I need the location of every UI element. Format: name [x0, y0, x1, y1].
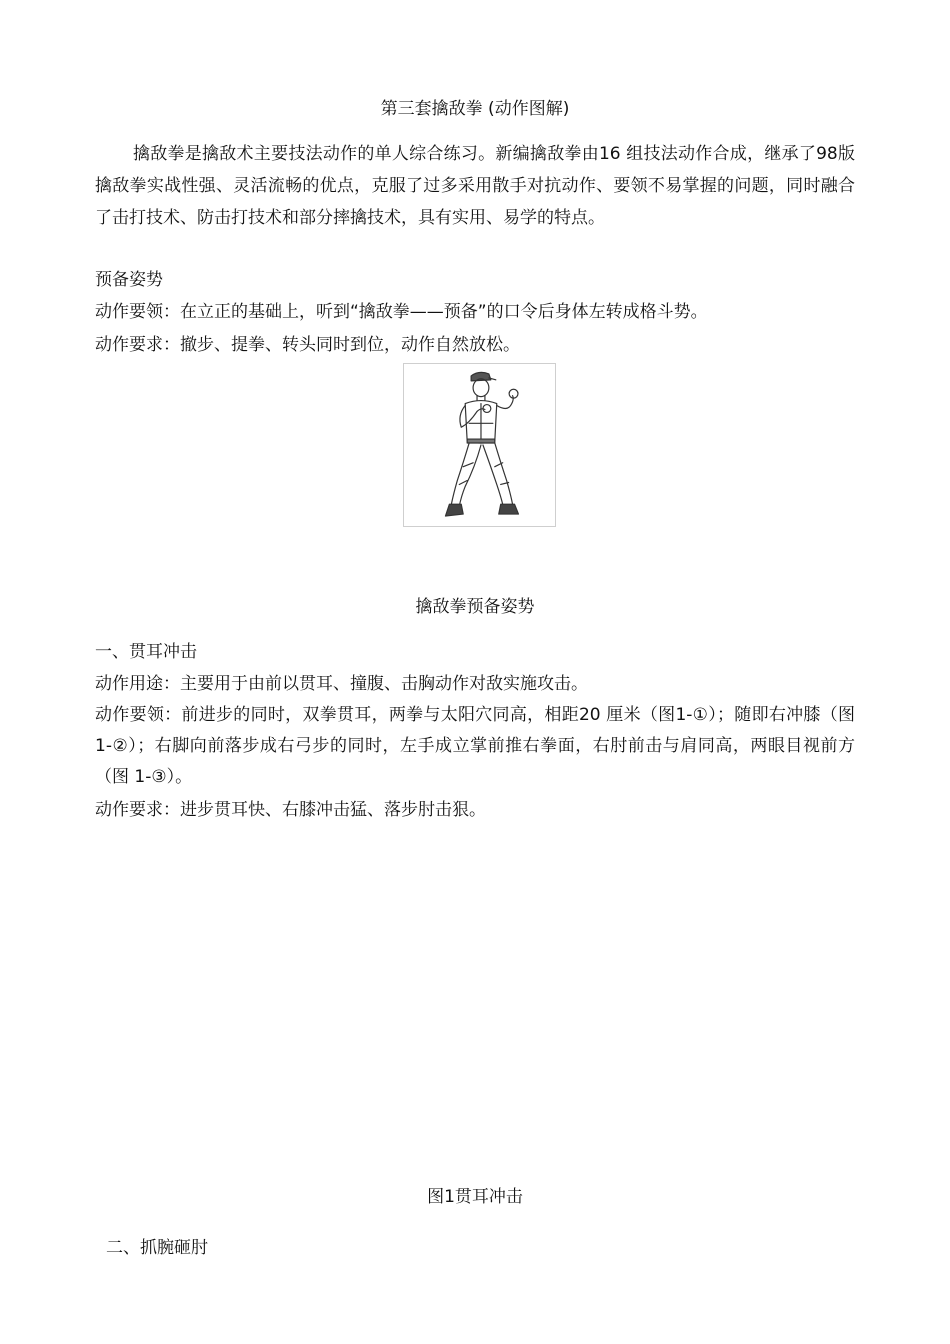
ready-stance-heading: 预备姿势	[95, 270, 163, 290]
fighter-stance-illustration-icon	[404, 364, 555, 526]
ready-stance-essentials: 动作要领：在立正的基础上，听到“擒敌拳——预备”的口令后身体左转成格斗势。	[95, 302, 708, 322]
section1-figure-caption: 图1贯耳冲击	[427, 1187, 523, 1207]
section1-usage: 动作用途：主要用于由前以贯耳、撞腹、击胸动作对敌实施攻击。	[95, 674, 588, 694]
section1-heading: 一、贯耳冲击	[95, 642, 197, 662]
ready-stance-caption: 擒敌拳预备姿势	[415, 597, 535, 617]
section1-requirements: 动作要求：进步贯耳快、右膝冲击猛、落步肘击狠。	[95, 800, 486, 820]
ready-stance-figure	[403, 363, 556, 527]
document-title: 第三套擒敌拳 (动作图解)	[380, 99, 570, 119]
section2-heading: 二、抓腕砸肘	[106, 1238, 208, 1258]
intro-paragraph: 擒敌拳是擒敌术主要技法动作的单人综合练习。新编擒敌拳由16 组技法动作合成，继承了98版擒敌拳实战性强、灵活流畅的优点，克服了过多采用散手对抗动作、要领不易掌握的问题，同时融合了击打技术、防击打技术和部分摔擒技术，具有实用、易学的特点。	[95, 144, 855, 228]
section1-essentials: 动作要领：前进步的同时，双拳贯耳，两拳与太阳穴同高，相距20 厘米（图1-①）；随即右冲膝（图1-②）；右脚向前落步成右弓步的同时，左手成立掌前推右拳面，右肘前击与肩同高，两眼目视前方（图 1-③）。	[95, 705, 855, 787]
ready-stance-requirements: 动作要求：撤步、提拳、转头同时到位，动作自然放松。	[95, 335, 520, 355]
